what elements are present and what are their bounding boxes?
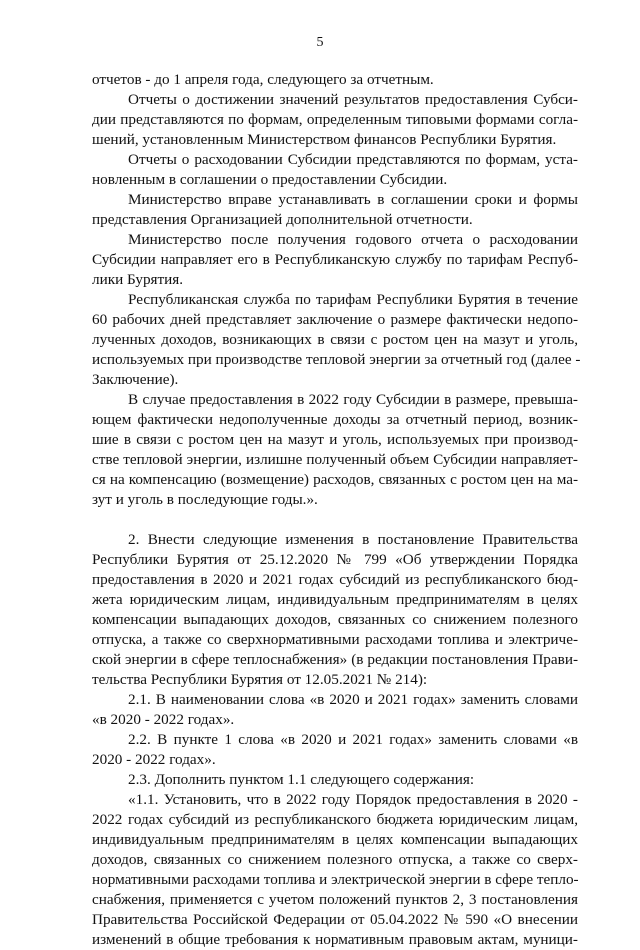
text-line: используемых при производстве тепловой энергии за отчетный год (далее - [92, 351, 581, 368]
text-line: 2022 годах субсидий из республиканского бюджета юридическим лицам, [92, 811, 578, 828]
paragraph-gap [92, 510, 578, 530]
text-line: Отчеты о достижении значений результатов предоставления Субси- [128, 91, 578, 108]
text-line: 2.3. Дополнить пунктом 1.1 следующего содержания: [128, 771, 475, 788]
text-line: Республики Бурятия от 25.12.2020 № 799 «Об утверждении Порядка [92, 551, 578, 568]
paragraph [92, 390, 578, 510]
paragraph [92, 530, 578, 690]
text-line: нормативными расходами топлива и электрической энергии в сфере тепло- [92, 871, 579, 888]
paragraph [92, 230, 578, 290]
text-line: Министерство после получения годового отчета о расходовании [128, 231, 578, 248]
paragraph [92, 90, 578, 150]
text-line: Министерство вправе устанавливать в соглашении сроки и формы [128, 191, 578, 208]
text-line: шений, установленным Министерством финансов Республики Бурятия. [92, 131, 557, 148]
text-line: «в 2020 - 2022 годах». [92, 711, 235, 728]
text-line: новленным в соглашении о предоставлении Субсидии. [92, 171, 448, 188]
text-line: доходов, связанных со снижением полезного отпуска, а также со сверх- [92, 851, 578, 868]
text-line: компенсации выпадающих доходов, связанных со снижением полезного [92, 611, 578, 628]
text-line: 2.1. В наименовании слова «в 2020 и 2021 годах» заменить словами [128, 691, 578, 708]
text-line: 2. Внести следующие изменения в постановление Правительства [128, 531, 578, 548]
page-number: 5 [316, 35, 324, 50]
text-line: стве тепловой энергии, излишне полученный объем Субсидии направляет- [92, 451, 578, 468]
text-line: ской энергии в сфере теплоснабжения» (в редакции постановления Прави- [92, 651, 578, 668]
text-line: снабжения, применяется с учетом положений пунктов 2, 3 постановления [92, 891, 578, 908]
paragraph [92, 690, 578, 730]
text-line: Правительства Российской Федерации от 05.04.2022 № 590 «О внесении [92, 911, 578, 928]
text-line: В случае предоставления в 2022 году Субсидии в размере, превыша- [128, 391, 578, 408]
paragraph [92, 790, 578, 950]
text-line: 2020 - 2022 годах». [92, 751, 216, 768]
text-line: предоставления в 2020 и 2021 годах субсидий из республиканского бюд- [92, 571, 578, 588]
paragraph [92, 150, 578, 190]
text-line: 2.2. В пункте 1 слова «в 2020 и 2021 годах» заменить словами «в [128, 731, 578, 748]
text-line: «1.1. Установить, что в 2022 году Порядок предоставления в 2020 - [128, 791, 578, 808]
text-line: изменений в общие требования к нормативным правовым актам, муници- [92, 931, 578, 948]
paragraph [92, 190, 578, 230]
text-line: ся на компенсацию (возмещение) расходов, связанных с ростом цен на ма- [92, 471, 578, 488]
text-line: тельства Республики Бурятия от 12.05.2021 № 214): [92, 671, 428, 688]
paragraph [92, 70, 578, 90]
text-line: жета юридическим лицам, индивидуальным предпринимателям в целях [92, 591, 578, 608]
text-line: индивидуальным предпринимателям в целях компенсации выпадающих [92, 831, 578, 848]
text-line: Субсидии направляет его в Республиканскую службу по тарифам Респуб- [92, 251, 578, 268]
paragraph [92, 770, 578, 790]
text-line: отчетов - до 1 апреля года, следующего за отчетным. [92, 71, 434, 88]
text-line: представления Организацией дополнительной отчетности. [92, 211, 473, 228]
text-line: лики Бурятия. [92, 271, 184, 288]
text-line: отпуска, а также со сверхнормативными расходами топлива и электриче- [92, 631, 578, 648]
text-line: 60 рабочих дней представляет заключение о размере фактически недопо- [92, 311, 578, 328]
text-line: ющем фактически недополученные доходы за отчетный период, возник- [92, 411, 578, 428]
paragraph [92, 730, 578, 770]
paragraph [92, 290, 581, 390]
text-line: Республиканская служба по тарифам Республики Бурятия в течение [128, 291, 578, 308]
text-line: лученных доходов, возникающих в связи с ростом цен на мазут и уголь, [92, 331, 578, 348]
text-line: зут и уголь в последующие годы.». [92, 491, 318, 508]
text-line: дии представляются по формам, определенным типовыми формами согла- [92, 111, 578, 128]
text-line: Заключение). [92, 371, 179, 388]
text-line: шие в связи с ростом цен на мазут и уголь, используемых при производ- [92, 431, 578, 448]
document-body [92, 70, 581, 950]
text-line: Отчеты о расходовании Субсидии представляются по формам, уста- [128, 151, 578, 168]
